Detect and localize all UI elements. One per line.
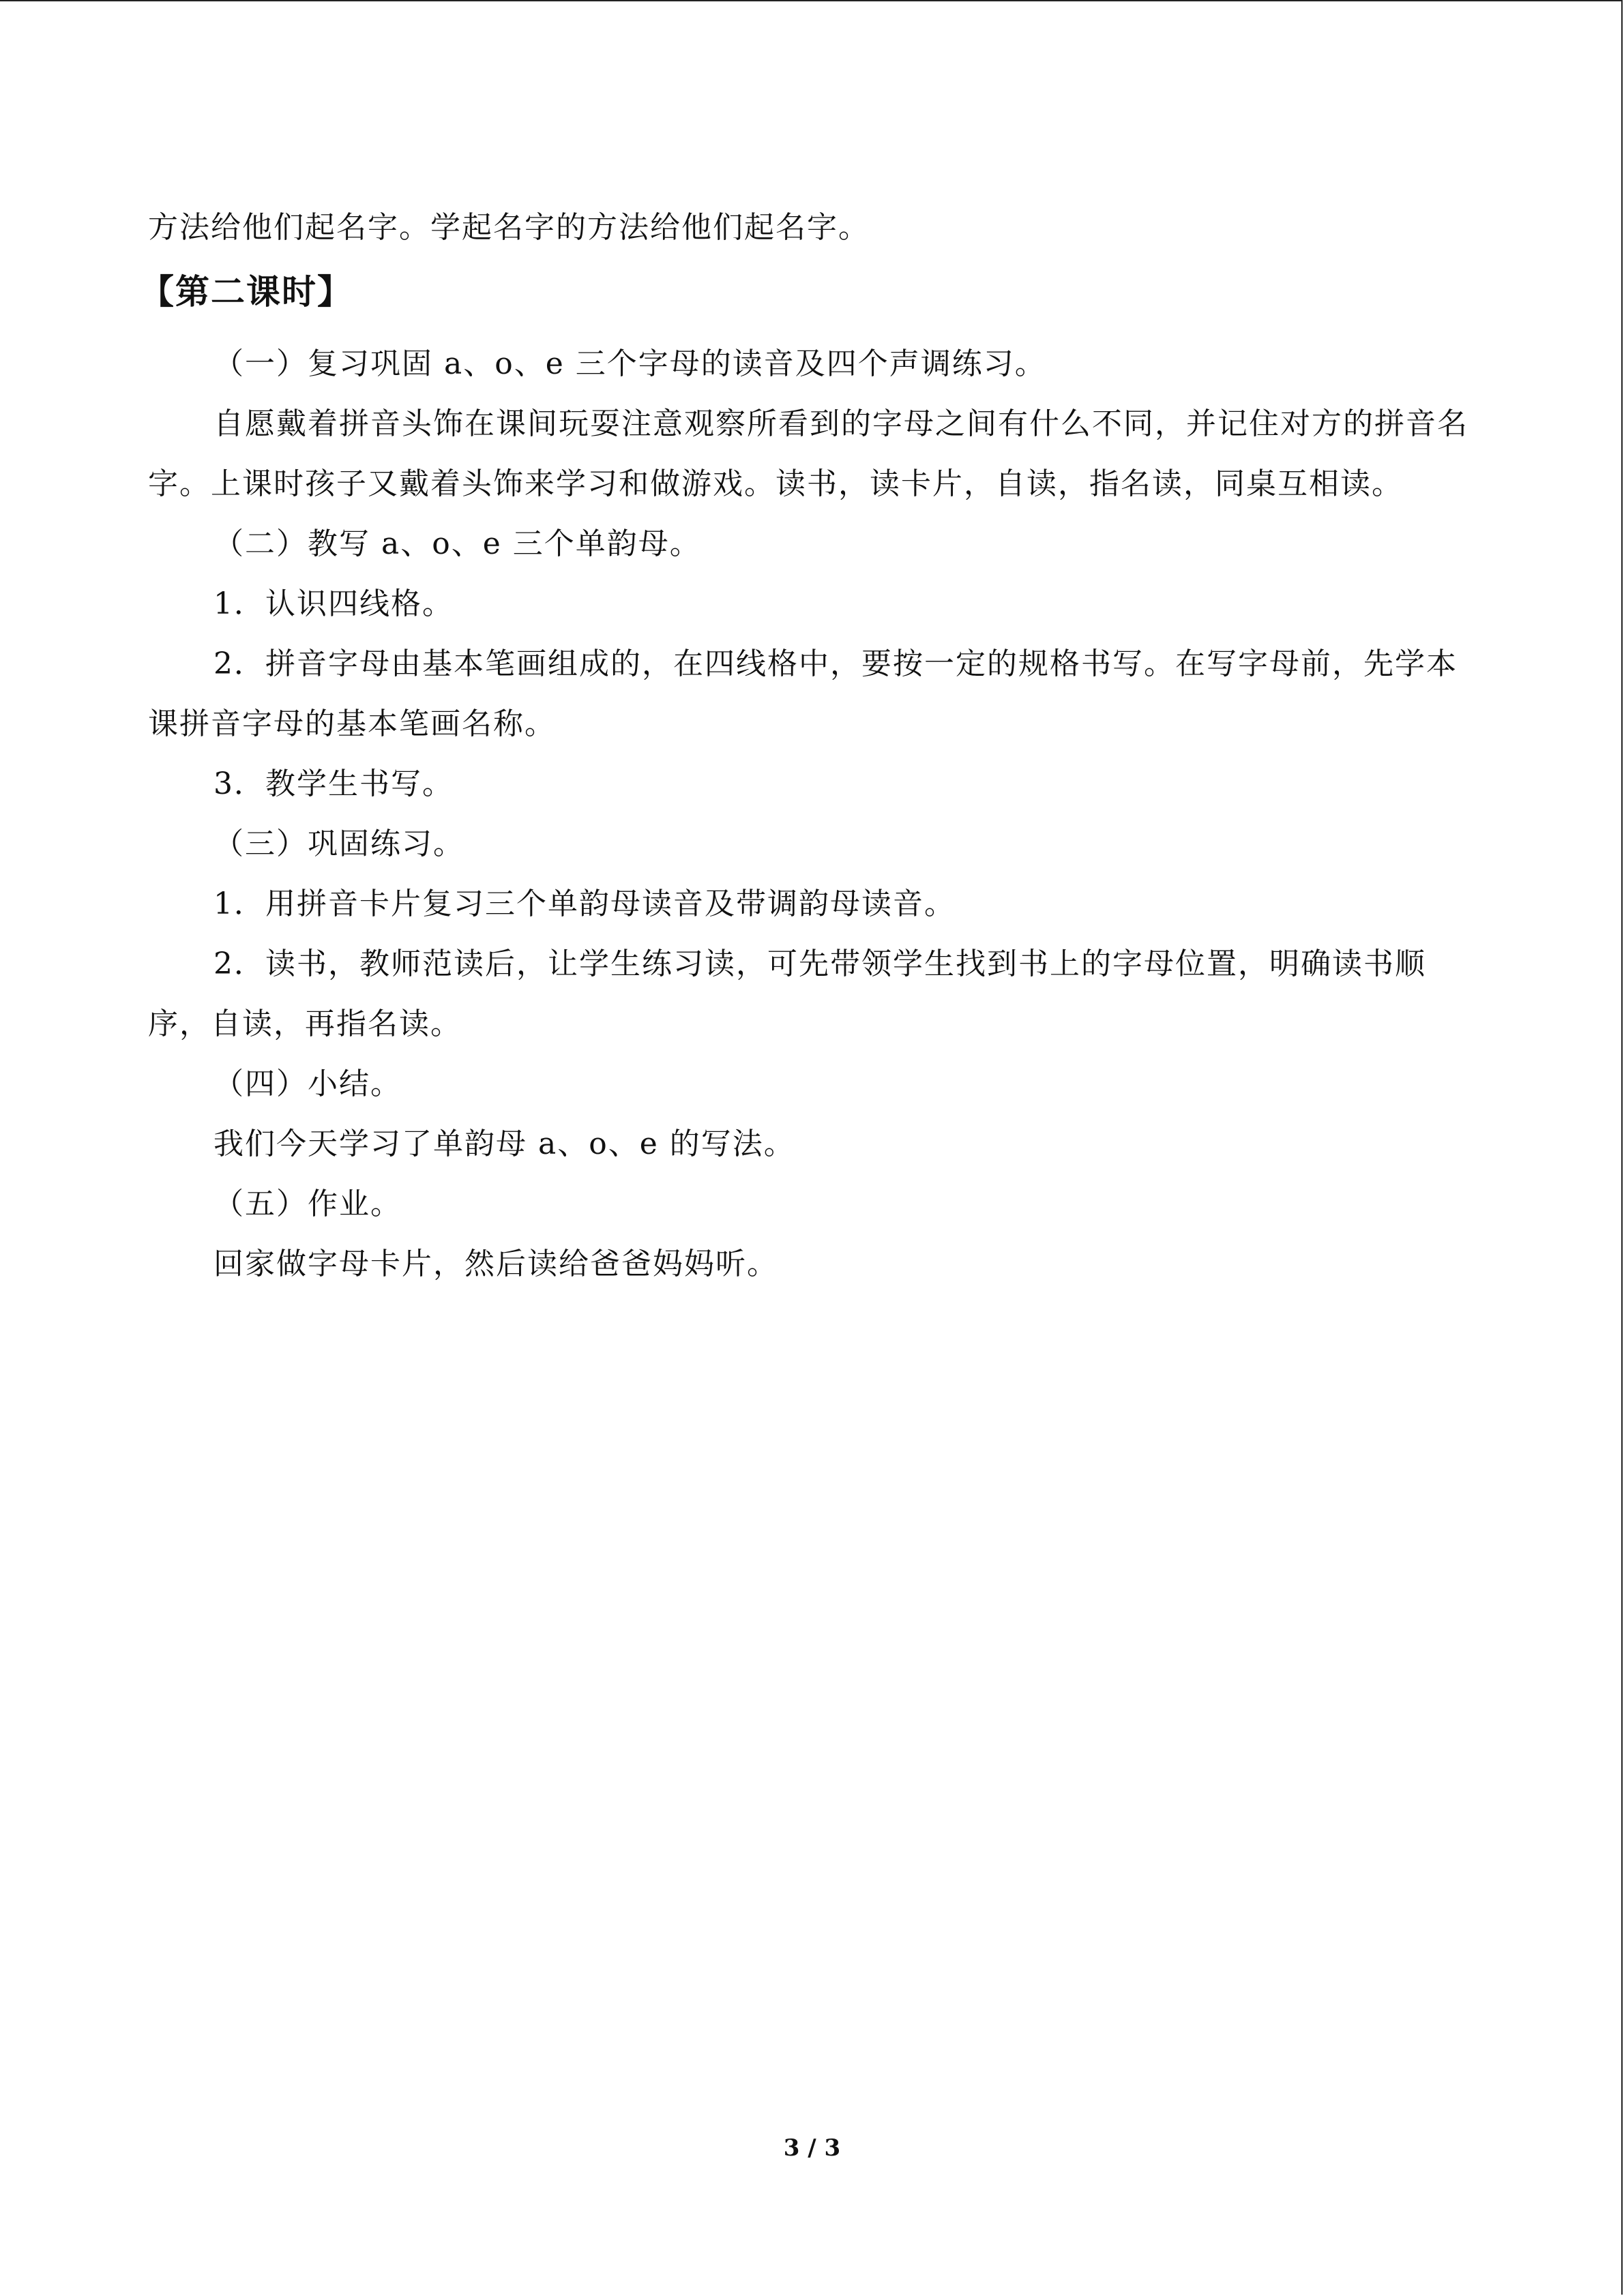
paragraph-practice-1: 1．用拼音卡片复习三个单韵母读音及带调韵母读音。 <box>213 886 956 921</box>
paragraph-review: （一）复习巩固 a、o、e 三个字母的读音及四个声调练习。 <box>213 346 1046 381</box>
paragraph-summary: （四）小结。 <box>213 1067 402 1101</box>
paragraph-teach-writing: （二）教写 a、o、e 三个单韵母。 <box>213 526 701 561</box>
paragraph-step-1: 1．认识四线格。 <box>213 586 454 621</box>
section-heading: 【第二课时】 <box>140 272 353 312</box>
paragraph-summary-text: 我们今天学习了单韵母 a、o、e 的写法。 <box>213 1127 795 1161</box>
paragraph-practice: （三）巩固练习。 <box>213 826 464 861</box>
continuation-paragraph: 方法给他们起名字。学起名字的方法给他们起名字。 <box>148 210 870 245</box>
paragraph-homework: （五）作业。 <box>213 1187 402 1221</box>
document-body <box>140 198 1478 1294</box>
paragraph-homework-text: 回家做字母卡片，然后读给爸爸妈妈听。 <box>213 1247 778 1281</box>
page-number: 3 / 3 <box>783 2134 841 2162</box>
paragraph-step-3: 3．教学生书写。 <box>213 766 454 801</box>
paragraph-headwear-activity: 自愿戴着拼音头饰在课间玩耍注意观察所看到的字母之间有什么不同，并记住对方的拼音名字。上课时孩子又戴着头饰来学习和做游戏。读书，读卡片，自读，指名读，同桌互相读。 <box>148 406 1468 501</box>
paragraph-practice-2: 2．读书，教师范读后，让学生练习读，可先带领学生找到书上的字母位置，明确读书顺序，自读，再指名读。 <box>148 946 1426 1041</box>
paragraph-step-2: 2．拼音字母由基本笔画组成的，在四线格中，要按一定的规格书写。在写字母前，先学本课拼音字母的基本笔画名称。 <box>148 646 1458 741</box>
